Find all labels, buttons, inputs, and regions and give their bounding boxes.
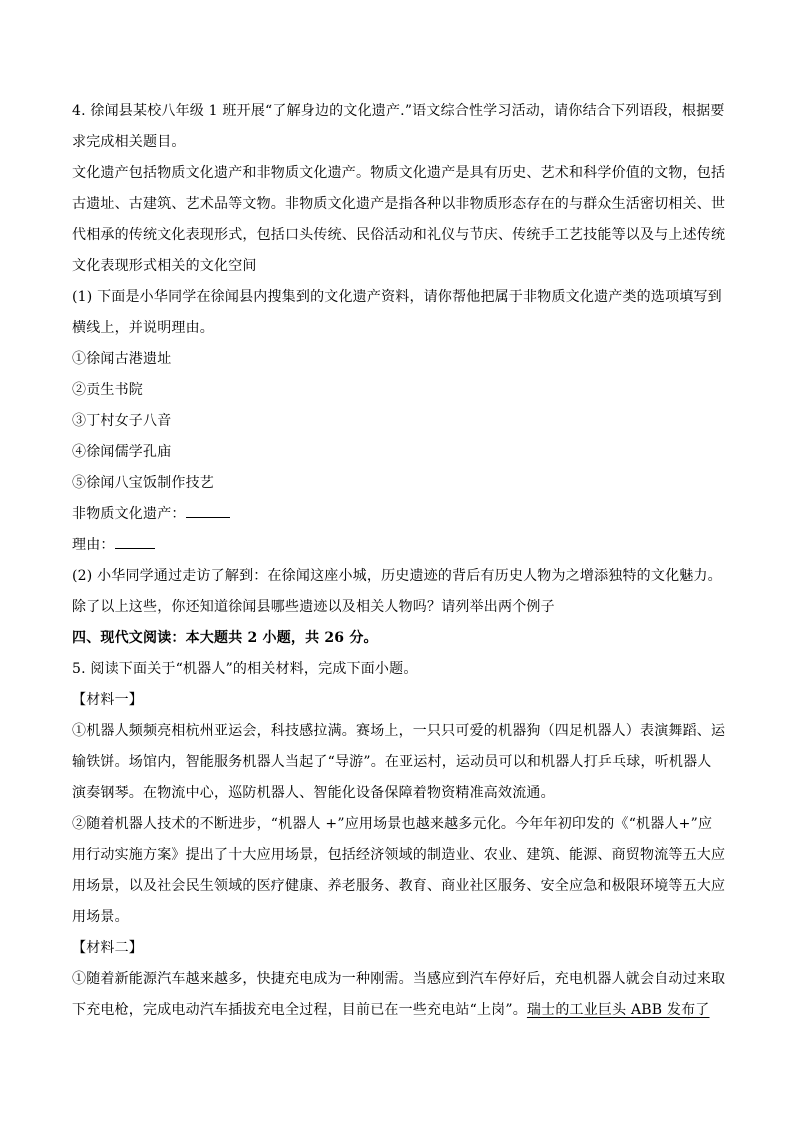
q4-passage: [72, 158, 726, 282]
m1-paragraph-2-line: ②随着机器人技术的不断进步，“机器人 +”应用场景也越来越多元化。今年年初印发的《“机器人+”应: [72, 816, 713, 832]
m1-paragraph-1-line: 输铁饼。场馆内，智能服务机器人当起了“导游”。在亚运村，运动员可以和机器人打乒乓球，听机器人: [72, 754, 712, 770]
question-5: [72, 654, 726, 1026]
m1-paragraph-1-line: ①机器人频频亮相杭州亚运会，科技感拉满。赛场上，一只只可爱的机器狗（四足机器人）表演舞蹈、运: [72, 723, 726, 739]
section-heading: 四、现代文阅读：本大题共 2 小题，共 26 分。: [72, 630, 378, 646]
option-item: ④徐闻儒学孔庙: [72, 444, 172, 460]
question-4: [72, 96, 726, 623]
answer-blank-reason[interactable]: [115, 533, 155, 549]
option-item: ③丁村女子八音: [72, 413, 172, 429]
q4-intro-line-1: 4. 徐闻县某校八年级 1 班开展“了解身边的文化遗产.”语文综合性学习活动，请你结合下列语段，根据要: [72, 103, 725, 119]
answer-label-reason: 理由：: [72, 537, 115, 553]
q4-sub2-line-2: 除了以上这些，你还知道徐闻县哪些遗迹以及相关人物吗？请列举出两个例子: [72, 599, 555, 615]
q4-sub1-line-1: (1) 下面是小华同学在徐闻县内搜集到的文化遗产资料，请你帮他把属于非物质文化遗产类的选项填写到: [72, 289, 722, 305]
q4-passage-line: 文化表现形式相关的文化空间: [72, 258, 257, 274]
q4-passage-line: 古遗址、古建筑、艺术品等文物。非物质文化遗产是指各种以非物质形态存在的与群众生活密切相关、世: [72, 196, 726, 212]
m1-paragraph-1-line: 演奏钢琴。在物流中心，巡防机器人、智能化设备保障着物资精准高效流通。: [72, 785, 555, 801]
m1-paragraph-2-line: 用场景，以及社会民生领域的医疗健康、养老服务、教育、商业社区服务、安全应急和极限环境等五大应: [72, 878, 726, 894]
m2-paragraph-1-line: ①随着新能源汽车越来越多，快捷充电成为一种刚需。当感应到汽车停好后，充电机器人就会自动过来取: [72, 971, 726, 987]
answer-row-reason: [72, 530, 722, 561]
option-item: ②贡生书院: [72, 382, 143, 398]
q4-sub1-line-2: 横线上，并说明理由。: [72, 320, 214, 336]
answer-blank-heritage[interactable]: [186, 502, 230, 518]
exam-page: [72, 96, 726, 1026]
material-2-title: 【材料二】: [72, 940, 143, 956]
m2-paragraph-1-line: [72, 995, 722, 1026]
underlined-text: 瑞士的工业巨头 ABB 发布了: [526, 1002, 710, 1018]
m2-line-text: 下充电枪，完成电动汽车插拔充电全过程，目前已在一些充电站“上岗”。: [72, 1002, 527, 1018]
q5-intro: 5. 阅读下面关于“机器人”的相关材料，完成下面小题。: [72, 661, 418, 677]
q4-sub2-line-1: (2) 小华同学通过走访了解到：在徐闻这座小城，历史遗迹的背后有历史人物为之增添独特的文化魅力。: [72, 568, 722, 584]
answer-row-heritage: [72, 499, 722, 530]
material-1-title: 【材料一】: [72, 692, 143, 708]
m1-paragraph-2-line: 用行动实施方案》提出了十大应用场景，包括经济领域的制造业、农业、建筑、能源、商贸物流等五大应: [72, 847, 726, 863]
m1-paragraph-2-line: 用场景。: [72, 909, 129, 925]
option-item: ①徐闻古港遗址: [72, 351, 172, 367]
q4-passage-line: 文化遗产包括物质文化遗产和非物质文化遗产。物质文化遗产是具有历史、艺术和科学价值的文物，包括: [72, 165, 726, 181]
q4-options-list: [72, 344, 722, 499]
q4-intro-line-2: 求完成相关题目。: [72, 134, 186, 150]
q4-passage-line: 代相承的传统文化表现形式，包括口头传统、民俗活动和礼仪与节庆、传统手工艺技能等以及与上述传统: [72, 227, 726, 243]
option-item: ⑤徐闻八宝饭制作技艺: [72, 475, 214, 491]
answer-label-heritage: 非物质文化遗产：: [72, 506, 186, 522]
